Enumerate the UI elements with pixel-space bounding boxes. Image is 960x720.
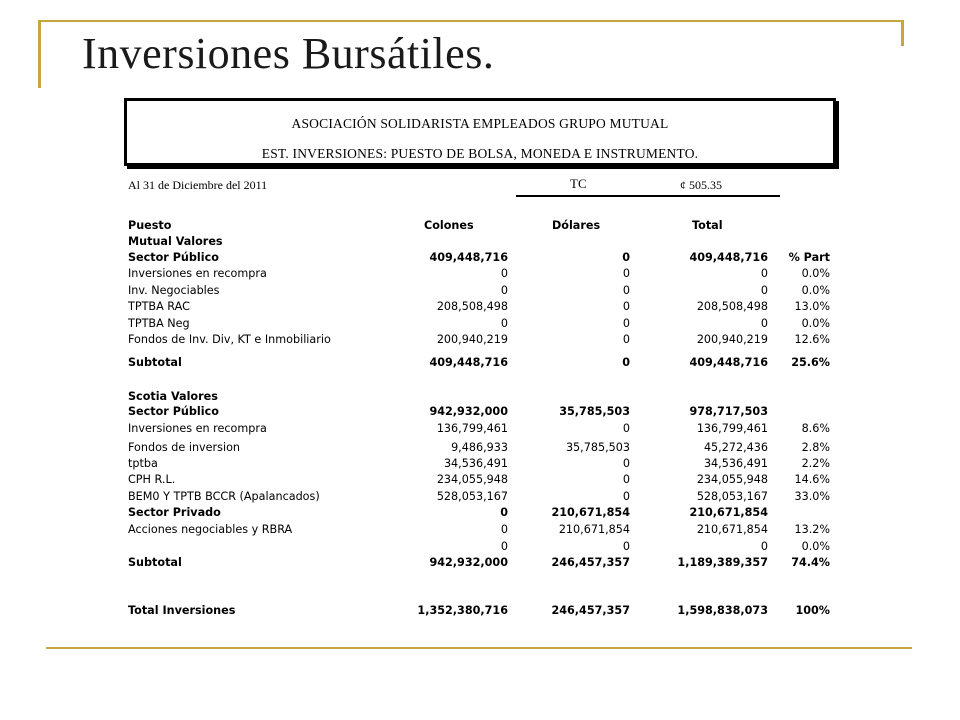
row-label: Fondos de Inv. Div, KT e Inmobiliario: [128, 333, 331, 346]
dolares-cell: 0: [622, 457, 630, 470]
dolares-cell: 210,671,854: [558, 523, 630, 536]
decorative-line-left: [38, 20, 41, 88]
part-cell: 14.6%: [794, 473, 830, 486]
colones-cell: 1,352,380,716: [417, 604, 508, 617]
table-row: [0, 356, 960, 372]
table-row: [0, 267, 960, 283]
table-row: [0, 506, 960, 522]
row-label: Sector Privado: [128, 506, 221, 519]
colones-cell: 234,055,948: [436, 473, 508, 486]
dolares-cell: 0: [622, 300, 630, 313]
table-row: [0, 473, 960, 489]
part-cell: 12.6%: [794, 333, 830, 346]
dolares-cell: 0: [622, 267, 630, 280]
table-row: [0, 457, 960, 473]
dolares-cell: 0: [622, 540, 630, 553]
decorative-line-bottom: [46, 647, 912, 649]
colones-cell: 0: [500, 317, 508, 330]
table-row: [0, 405, 960, 421]
row-label: Mutual Valores: [128, 235, 223, 248]
row-label: Subtotal: [128, 556, 182, 569]
row-label: Inversiones en recompra: [128, 267, 267, 280]
report-header-subtitle: EST. INVERSIONES: PUESTO DE BOLSA, MONEDA E INSTRUMENTO.: [261, 146, 699, 161]
row-label: Sector Público: [128, 251, 219, 264]
colones-cell: 0: [500, 506, 508, 519]
row-label: Fondos de inversion: [128, 441, 241, 454]
part-cell: 0.0%: [801, 317, 830, 330]
total-cell: 200,940,219: [696, 333, 768, 346]
part-cell: 13.2%: [794, 523, 830, 536]
column-header-puesto: Puesto: [128, 219, 172, 232]
colones-cell: 208,508,498: [436, 300, 508, 313]
table-row: [0, 604, 960, 620]
table-row: [0, 441, 960, 457]
total-cell: 0: [760, 284, 768, 297]
total-cell: 0: [760, 267, 768, 280]
colones-cell: 409,448,716: [429, 251, 508, 264]
row-label: CPH R.L.: [128, 473, 176, 486]
column-header-colones: Colones: [424, 219, 474, 232]
colones-cell: 409,448,716: [429, 356, 508, 369]
part-cell: 0.0%: [801, 540, 830, 553]
total-cell: 409,448,716: [689, 251, 768, 264]
row-label: TPTBA RAC: [128, 300, 190, 313]
table-row: [0, 523, 960, 539]
total-cell: 1,598,838,073: [677, 604, 768, 617]
tc-value: ¢ 505.35: [680, 178, 722, 192]
dolares-cell: 0: [622, 473, 630, 486]
dolares-cell: 210,671,854: [551, 506, 630, 519]
column-header-dolares: Dólares: [552, 219, 601, 232]
tc-label: TC: [570, 176, 587, 191]
total-cell: 0: [760, 317, 768, 330]
table-header-row: [0, 219, 960, 235]
table-row: [0, 284, 960, 300]
part-cell: 0.0%: [801, 267, 830, 280]
colones-cell: 200,940,219: [436, 333, 508, 346]
row-label: Sector Público: [128, 405, 219, 418]
total-cell: 210,671,854: [689, 506, 768, 519]
colones-cell: 136,799,461: [436, 422, 508, 435]
colones-cell: 942,932,000: [429, 556, 508, 569]
total-cell: 1,189,389,357: [677, 556, 768, 569]
part-cell: 100%: [795, 604, 830, 617]
dolares-cell: 0: [622, 490, 630, 503]
total-cell: 978,717,503: [689, 405, 768, 418]
part-cell: 13.0%: [794, 300, 830, 313]
tc-double-underline: [516, 193, 780, 196]
row-label: BEM0 Y TPTB BCCR (Apalancados): [128, 490, 320, 503]
report-date: Al 31 de Diciembre del 2011: [128, 178, 268, 192]
total-cell: 136,799,461: [696, 422, 768, 435]
table-row: [0, 422, 960, 438]
colones-cell: 528,053,167: [436, 490, 508, 503]
colones-cell: 942,932,000: [429, 405, 508, 418]
dolares-cell: 0: [622, 317, 630, 330]
row-label: Acciones negociables y RBRA: [128, 523, 293, 536]
total-cell: 34,536,491: [703, 457, 768, 470]
dolares-cell: 35,785,503: [559, 405, 630, 418]
part-cell: % Part: [788, 251, 830, 264]
row-label: Scotia Valores: [128, 390, 218, 403]
decorative-line-right: [901, 20, 904, 46]
dolares-cell: 246,457,357: [551, 604, 630, 617]
colones-cell: 0: [500, 540, 508, 553]
decorative-line-top: [38, 20, 902, 22]
colones-cell: 0: [500, 523, 508, 536]
dolares-cell: 0: [622, 422, 630, 435]
part-cell: 25.6%: [791, 356, 830, 369]
part-cell: 74.4%: [791, 556, 830, 569]
row-label: Inv. Negociables: [128, 284, 220, 297]
row-label: Total Inversiones: [128, 604, 236, 617]
colones-cell: 0: [500, 284, 508, 297]
table-row: [0, 333, 960, 349]
report-header-box: [124, 98, 836, 166]
total-cell: 45,272,436: [703, 441, 768, 454]
total-cell: 210,671,854: [696, 523, 768, 536]
table-row: [0, 317, 960, 333]
total-cell: 234,055,948: [696, 473, 768, 486]
dolares-cell: 0: [622, 251, 630, 264]
part-cell: 2.8%: [801, 441, 830, 454]
table-row: [0, 390, 960, 406]
table-row: [0, 235, 960, 251]
dolares-cell: 0: [622, 356, 630, 369]
row-label: TPTBA Neg: [128, 317, 190, 330]
colones-cell: 34,536,491: [443, 457, 508, 470]
dolares-cell: 0: [622, 333, 630, 346]
part-cell: 0.0%: [801, 284, 830, 297]
part-cell: 8.6%: [801, 422, 830, 435]
row-label: tptba: [128, 457, 158, 470]
dolares-cell: 0: [622, 284, 630, 297]
row-label: Inversiones en recompra: [128, 422, 267, 435]
total-cell: 0: [760, 540, 768, 553]
row-label: Subtotal: [128, 356, 182, 369]
dolares-cell: 246,457,357: [551, 556, 630, 569]
total-cell: 528,053,167: [696, 490, 768, 503]
dolares-cell: 35,785,503: [565, 441, 630, 454]
slide-title: Inversiones Bursátiles.: [82, 29, 495, 78]
column-header-total: Total: [692, 219, 723, 232]
colones-cell: 9,486,933: [451, 441, 508, 454]
part-cell: 2.2%: [801, 457, 830, 470]
colones-cell: 0: [500, 267, 508, 280]
total-cell: 409,448,716: [689, 356, 768, 369]
report-header-org: ASOCIACIÓN SOLIDARISTA EMPLEADOS GRUPO MUTUAL: [291, 116, 669, 131]
total-cell: 208,508,498: [696, 300, 768, 313]
part-cell: 33.0%: [794, 490, 830, 503]
table-row: [0, 490, 960, 506]
table-row: [0, 300, 960, 316]
table-row: [0, 251, 960, 267]
table-row: [0, 540, 960, 556]
table-row: [0, 556, 960, 572]
